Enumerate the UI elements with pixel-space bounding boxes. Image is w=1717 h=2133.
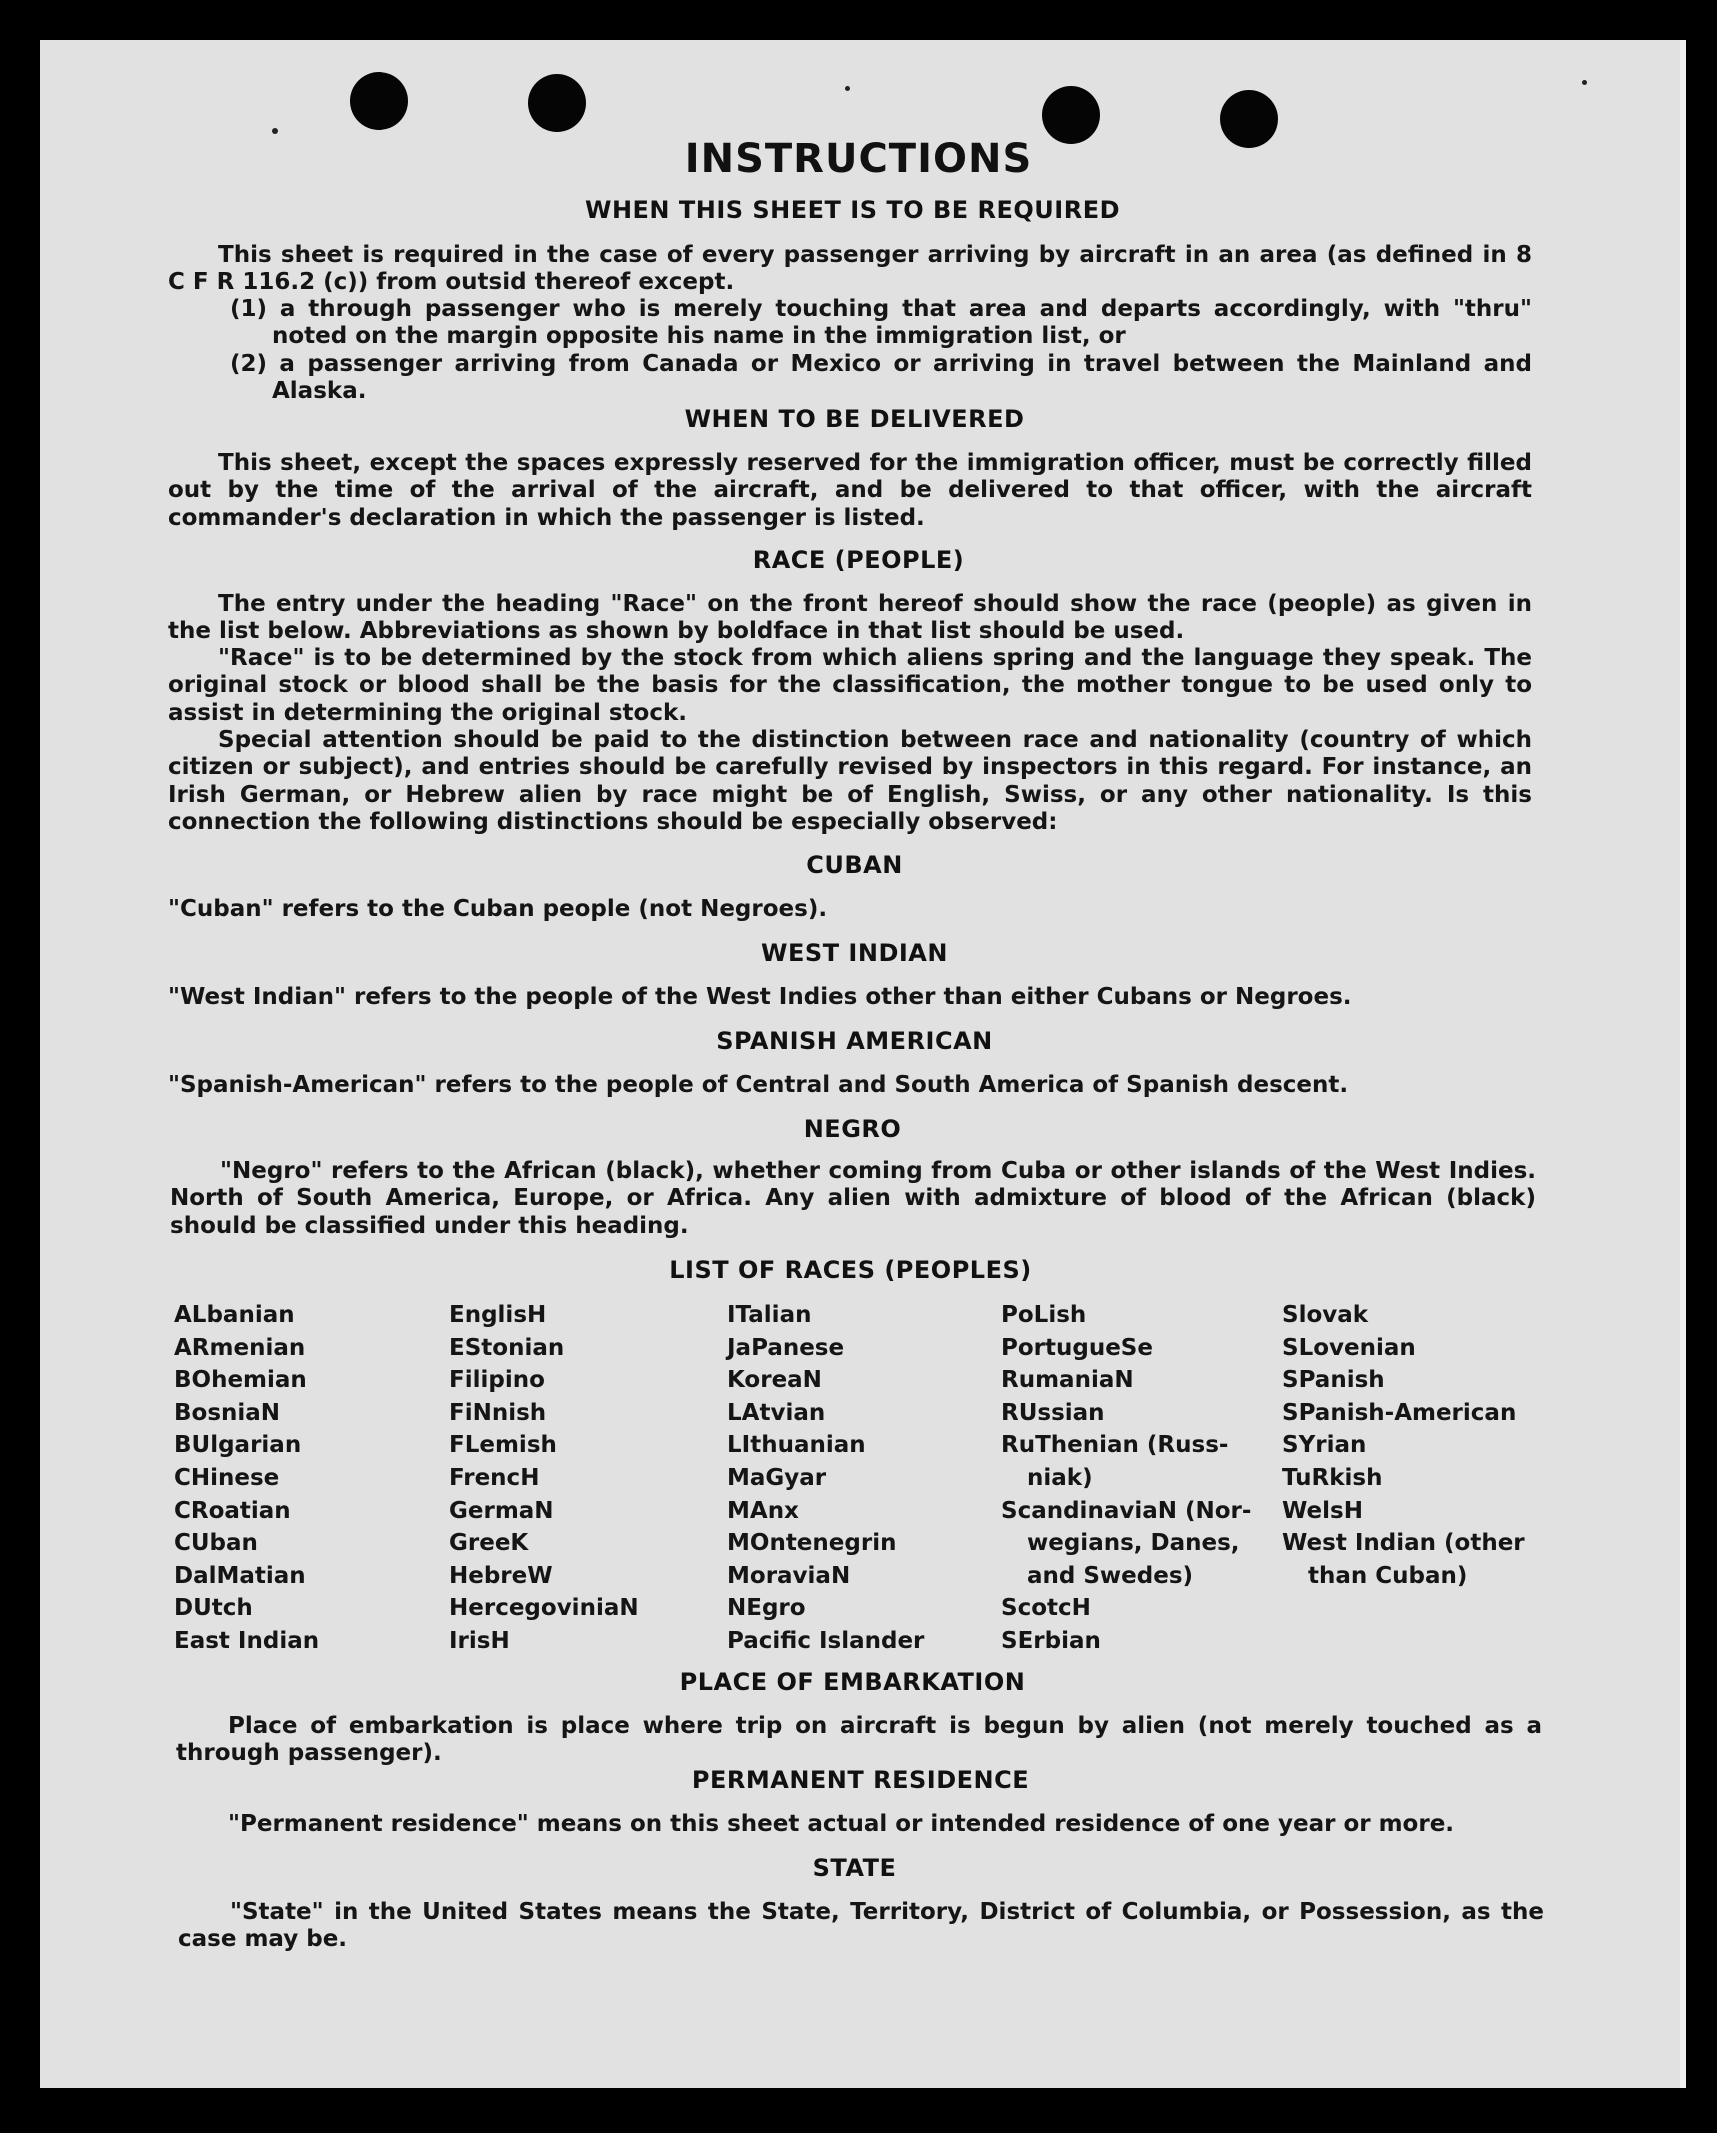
race-item: Filipino (449, 1367, 545, 1394)
heading-west-indian: WEST INDIAN (761, 939, 948, 967)
race-item: JaPanese (727, 1334, 845, 1361)
required-item-2: (2) a passenger arriving from Canada or Mexico or arriving in travel between the Mainland and Alaska. (230, 351, 1532, 405)
race-item: SYrian (1282, 1432, 1367, 1459)
residence-text: "Permanent residence" means on this sheet actual or intended residence of one year or more. (228, 1811, 1455, 1837)
race-item-continued: niak) (1027, 1464, 1093, 1491)
races-column-4 (1001, 1299, 1251, 1658)
heading-state: STATE (812, 1854, 897, 1882)
heading-required: WHEN THIS SHEET IS TO BE REQUIRED (584, 196, 1121, 224)
heading-cuban: CUBAN (806, 851, 903, 879)
delivered-text: This sheet, except the spaces expressly reserved for the immigration officer, must be correctly filled out by the time of the arrival of the aircraft, and be delivered to that officer, with the aircraft commander's declaration in which the passenger is listed. (168, 450, 1532, 531)
race-item: EStonian (449, 1334, 565, 1361)
heading-spanish-american: SPANISH AMERICAN (716, 1027, 993, 1055)
race-item: HebreW (449, 1562, 553, 1589)
race-item: CRoatian (174, 1497, 291, 1524)
required-intro: This sheet is required in the case of every passenger arriving by aircraft in an area (as defined in 8 C F R 116.2 (c)) from outsid thereof except. (168, 242, 1532, 296)
page-title: INSTRUCTIONS (684, 136, 1033, 182)
heading-permanent-residence: PERMANENT RESIDENCE (691, 1766, 1030, 1794)
race-item: PoLish (1001, 1302, 1087, 1328)
race-item-continued: and Swedes) (1027, 1562, 1194, 1589)
race-item: HercegoviniaN (449, 1595, 639, 1622)
race-item: East Indian (174, 1627, 320, 1654)
race-item: ScotcH (1001, 1595, 1091, 1622)
race-item: ALbanian (174, 1302, 295, 1328)
races-column-3 (727, 1299, 924, 1658)
race-item: ARmenian (174, 1334, 306, 1361)
race-item: RUssian (1001, 1399, 1105, 1426)
required-item-1: (1) a through passenger who is merely touching that area and departs accordingly, with "thru" noted on the margin opposite his name in the immigration list, or (230, 296, 1532, 350)
race-item: DUtch (174, 1595, 253, 1622)
negro-text: "Negro" refers to the African (black), whether coming from Cuba or other islands of the West Indies. North of South America, Europe, or Africa. Any alien with admixture of blood of the African (black) should be classified under this heading. (170, 1158, 1536, 1239)
race-item: FrencH (449, 1464, 540, 1491)
race-item: CHinese (174, 1464, 280, 1491)
race-item: FiNnish (449, 1399, 547, 1426)
state-text: "State" in the United States means the State, Territory, District of Columbia, or Possession, as the case may be. (178, 1899, 1544, 1953)
race-item: MOntenegrin (727, 1530, 897, 1557)
race-item: ScandinaviaN (Nor- (1001, 1497, 1252, 1524)
race-item: EnglisH (449, 1302, 547, 1328)
race-item: CUban (174, 1530, 258, 1557)
race-item: RumaniaN (1001, 1367, 1134, 1394)
west-indian-text: "West Indian" refers to the people of the West Indies other than either Cubans or Negroes. (168, 984, 1352, 1010)
heading-race: RACE (PEOPLE) (752, 546, 965, 574)
race-paragraph-3: Special attention should be paid to the distinction between race and nationality (country of which citizen or subject), and entries should be carefully revised by inspectors in this regard. For instance, an Irish German, or Hebrew alien by race might be of English, Swiss, or any other nationality. Is this connection the following distinctions should be especially observed: (168, 727, 1532, 836)
heading-embarkation: PLACE OF EMBARKATION (679, 1668, 1026, 1696)
speck (1582, 80, 1587, 85)
speck (845, 86, 850, 91)
race-item: SErbian (1001, 1627, 1101, 1654)
race-item: MaGyar (727, 1464, 827, 1491)
race-item: RuThenian (Russ- (1001, 1432, 1229, 1459)
speck (272, 128, 278, 134)
race-paragraph-1: The entry under the heading "Race" on the front hereof should show the race (people) as given in the list below. Abbreviations as shown by boldface in that list should be used. (168, 591, 1532, 645)
punch-hole (528, 74, 586, 132)
race-item: MAnx (727, 1497, 799, 1524)
race-item-continued: than Cuban) (1308, 1562, 1468, 1589)
race-item: BosniaN (174, 1399, 281, 1426)
races-column-5 (1282, 1299, 1525, 1592)
race-item: KoreaN (727, 1367, 822, 1394)
races-column-2 (449, 1299, 639, 1658)
heading-delivered: WHEN TO BE DELIVERED (684, 405, 1025, 433)
race-item: BUlgarian (174, 1432, 302, 1459)
race-item: GermaN (449, 1497, 554, 1524)
race-item: NEgro (727, 1595, 806, 1622)
race-item: PortugueSe (1001, 1334, 1153, 1361)
race-item: TuRkish (1282, 1464, 1383, 1491)
race-item: IrisH (449, 1627, 510, 1654)
punch-hole (350, 72, 408, 130)
cuban-text: "Cuban" refers to the Cuban people (not Negroes). (168, 896, 828, 922)
heading-negro: NEGRO (803, 1115, 902, 1143)
race-item: SPanish-American (1282, 1399, 1517, 1426)
heading-list-of-races: LIST OF RACES (PEOPLES) (669, 1256, 1032, 1284)
race-item: GreeK (449, 1530, 529, 1557)
race-item: LAtvian (727, 1399, 826, 1426)
race-item: ITalian (727, 1302, 812, 1328)
race-item: SPanish (1282, 1367, 1385, 1394)
race-item: Slovak (1282, 1302, 1369, 1328)
race-item: MoraviaN (727, 1562, 851, 1589)
race-item: SLovenian (1282, 1334, 1416, 1361)
races-column-1 (174, 1299, 319, 1658)
race-item: FLemish (449, 1432, 557, 1459)
race-item: WelsH (1282, 1497, 1363, 1524)
race-item: Pacific Islander (727, 1627, 925, 1654)
race-item: West Indian (other (1282, 1530, 1525, 1557)
race-item: LIthuanian (727, 1432, 866, 1459)
race-paragraph-2: "Race" is to be determined by the stock from which aliens spring and the language they speak. The original stock or blood shall be the basis for the classification, the mother tongue to be used only to assist in determining the original stock. (168, 645, 1532, 726)
race-item: BOhemian (174, 1367, 307, 1394)
spanish-american-text: "Spanish-American" refers to the people of Central and South America of Spanish descent. (168, 1072, 1349, 1098)
embarkation-text: Place of embarkation is place where trip on aircraft is begun by alien (not merely touched as a through passenger). (176, 1713, 1542, 1767)
race-item: DalMatian (174, 1562, 306, 1589)
race-item-continued: wegians, Danes, (1027, 1530, 1240, 1557)
